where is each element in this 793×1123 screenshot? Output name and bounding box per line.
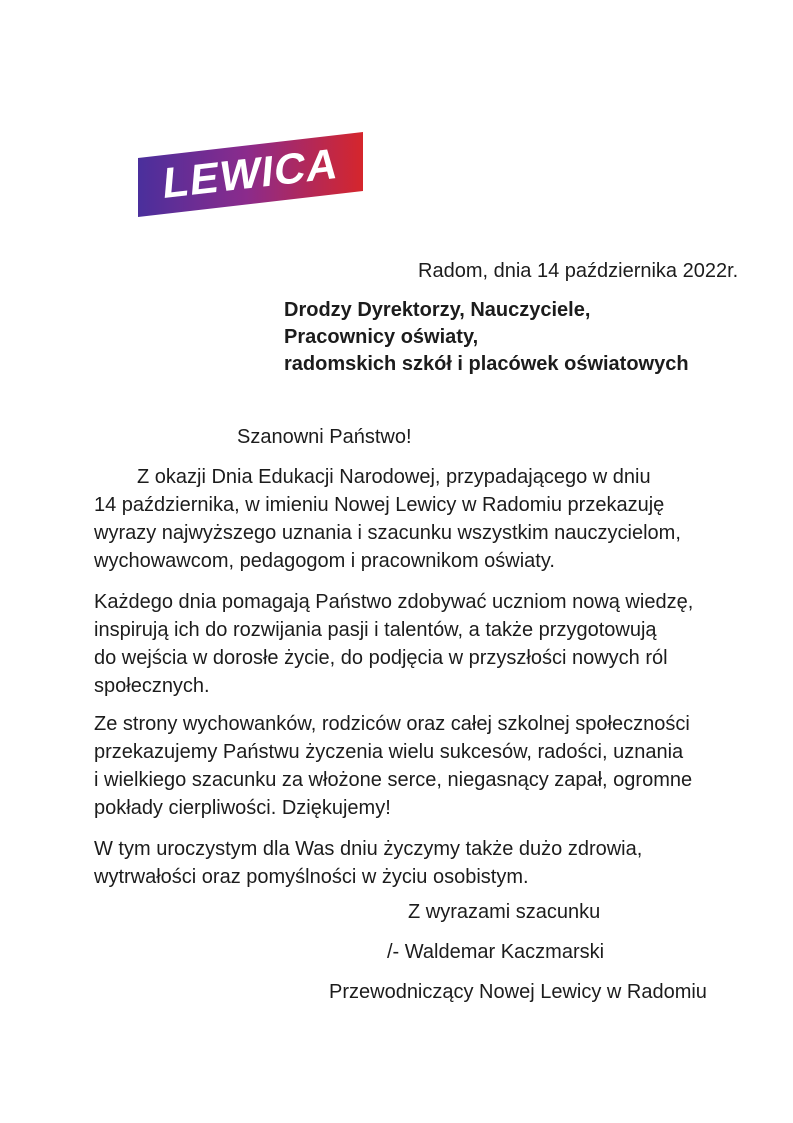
closing-phrase: Z wyrazami szacunku [408, 901, 601, 923]
body-line: Ze strony wychowanków, rodziców oraz całej szkolnej społeczności [94, 713, 690, 735]
body-line: wytrwałości oraz pomyślności w życiu osobistym. [94, 866, 529, 888]
body-line: do wejścia w dorosłe życie, do podjęcia w przyszłości nowych ról [94, 647, 668, 669]
paragraph-4 [94, 835, 734, 891]
body-line: wychowawcom, pedagogom i pracownikom oświaty. [94, 550, 555, 572]
body-line: wyrazy najwyższego uznania i szacunku wszystkim nauczycielom, [94, 522, 681, 544]
body-line: inspirują ich do rozwijania pasji i talentów, a także przygotowują [94, 619, 657, 641]
addressee-line-3: radomskich szkół i placówek oświatowych [284, 353, 689, 375]
salutation: Szanowni Państwo! [237, 426, 412, 448]
lewica-logo-text: LEWICA [160, 139, 341, 209]
signature-title: Przewodniczący Nowej Lewicy w Radomiu [329, 981, 707, 1003]
body-line: i wielkiego szacunku za włożone serce, niegasnący zapał, ogromne [94, 769, 693, 791]
body-line: pokłady cierpliwości. Dziękujemy! [94, 797, 391, 819]
body-line: Każdego dnia pomagają Państwo zdobywać uczniom nową wiedzę, [94, 591, 694, 613]
body-line: W tym uroczystym dla Was dniu życzymy także dużo zdrowia, [94, 838, 643, 860]
date-line: Radom, dnia 14 października 2022r. [418, 260, 739, 282]
body-line: społecznych. [94, 675, 210, 697]
body-line: przekazujemy Państwu życzenia wielu sukcesów, radości, uznania [94, 741, 684, 763]
addressee-block [284, 297, 689, 378]
paragraph-2 [94, 588, 734, 700]
paragraph-1 [94, 463, 734, 575]
addressee-line-1: Drodzy Dyrektorzy, Nauczyciele, [284, 299, 591, 321]
body-line: Z okazji Dnia Edukacji Narodowej, przypadającego w dniu [137, 466, 651, 488]
signature-name: /- Waldemar Kaczmarski [387, 941, 605, 963]
paragraph-3 [94, 710, 734, 822]
addressee-line-2: Pracownicy oświaty, [284, 326, 479, 348]
body-line: 14 października, w imieniu Nowej Lewicy w Radomiu przekazuję [94, 494, 665, 516]
lewica-logo [138, 132, 363, 217]
